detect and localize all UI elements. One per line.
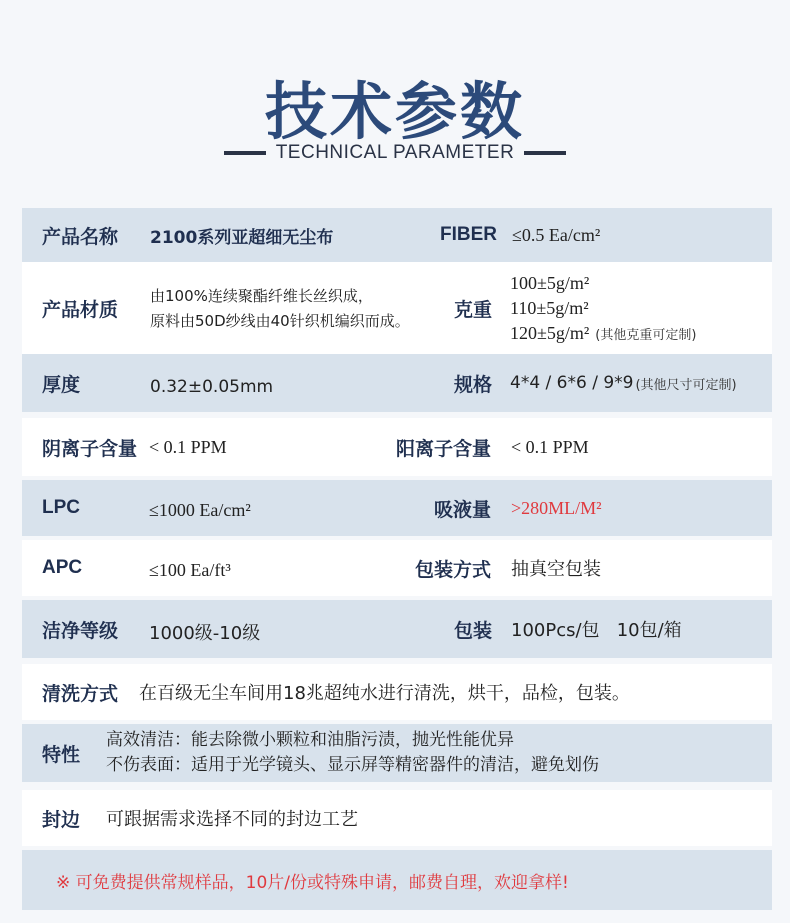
row-label: 产品名称: [42, 225, 119, 248]
row-label: 特性: [42, 743, 81, 766]
row-value-2: [510, 354, 737, 412]
table-row: [22, 262, 772, 354]
row-label: 厚度: [42, 373, 81, 396]
row-value: [150, 284, 410, 334]
table-row: [22, 664, 772, 720]
row-label: 阴离子含量: [42, 437, 138, 460]
footer-note: [22, 850, 772, 910]
row-label-2: 包装方式: [415, 558, 492, 581]
row-label: APC: [42, 557, 83, 578]
row-value: 在百级无尘车间用18兆超纯水进行清洗，烘干，品检，包装。: [139, 683, 630, 704]
table-row: [22, 540, 772, 596]
weight-value: 120±5g/m²: [510, 323, 590, 343]
feature-list: [106, 728, 599, 778]
row-value: 1000级-10级: [149, 623, 261, 644]
spec-table: [22, 208, 772, 846]
row-value-2: < 0.1 PPM: [511, 436, 589, 457]
row-value-2: ≤0.5 Ea/cm²: [512, 224, 601, 245]
page-subtitle: TECHNICAL PARAMETER: [275, 142, 515, 163]
size-value: 4*4 / 6*6 / 9*9: [510, 373, 634, 393]
header: [0, 0, 790, 200]
feature-line: 高效清洁：能去除微小颗粒和油脂污渍，抛光性能优异: [106, 730, 514, 750]
row-label: 封边: [42, 808, 81, 831]
footer-text: ※ 可免费提供常规样品，10片/份或特殊申请，邮费自理，欢迎拿样!: [56, 872, 569, 893]
row-label-2: 包装: [454, 619, 493, 642]
divider-left: [224, 151, 266, 155]
table-row: [22, 790, 772, 846]
table-row: [22, 354, 772, 412]
material-line-2: 原料由50D纱线由40针织机编织而成。: [150, 312, 410, 330]
row-gap: [22, 782, 772, 790]
weight-item: 110±5g/m²: [510, 298, 589, 318]
row-label: 洁净等级: [42, 619, 119, 642]
weight-item: [510, 321, 696, 348]
row-value: 可跟据需求选择不同的封边工艺: [106, 809, 358, 830]
weight-list: [510, 271, 696, 348]
row-value: ≤1000 Ea/cm²: [149, 499, 251, 520]
row-label: 产品材质: [42, 298, 119, 321]
divider-right: [524, 151, 566, 155]
table-row: [22, 418, 772, 476]
row-value-2: >280ML/M²: [511, 497, 602, 518]
row-label-2: FIBER: [440, 224, 497, 245]
weight-item: 100±5g/m²: [510, 273, 590, 293]
row-label: LPC: [42, 497, 80, 518]
row-value: 0.32±0.05mm: [150, 377, 274, 397]
table-row: [22, 480, 772, 536]
row-value-2: 100Pcs/包 10包/箱: [511, 620, 682, 641]
table-row: [22, 600, 772, 658]
subtitle-row: [0, 142, 790, 164]
row-value: < 0.1 PPM: [149, 436, 227, 457]
row-label-2: 阳离子含量: [396, 437, 492, 460]
row-value: ≤100 Ea/ft³: [149, 559, 231, 580]
size-note: (其他尺寸可定制): [635, 377, 737, 393]
table-row: [22, 208, 772, 262]
feature-line: 不伤表面：适用于光学镜头、显示屏等精密器件的清洁，避免划伤: [106, 755, 599, 775]
material-line-1: 由100%连续聚酯纤维长丝织成，: [150, 287, 373, 305]
row-label-2: 克重: [454, 298, 493, 321]
row-label-2: 吸液量: [434, 498, 492, 521]
row-value: 2100系列亚超细无尘布: [150, 227, 334, 248]
table-row: [22, 724, 772, 782]
row-label-2: 规格: [454, 373, 493, 396]
row-value-2: 抽真空包装: [511, 559, 601, 580]
weight-note: (其他克重可定制): [595, 328, 697, 343]
row-label: 清洗方式: [42, 682, 119, 705]
page-title: 技术参数: [264, 75, 525, 148]
